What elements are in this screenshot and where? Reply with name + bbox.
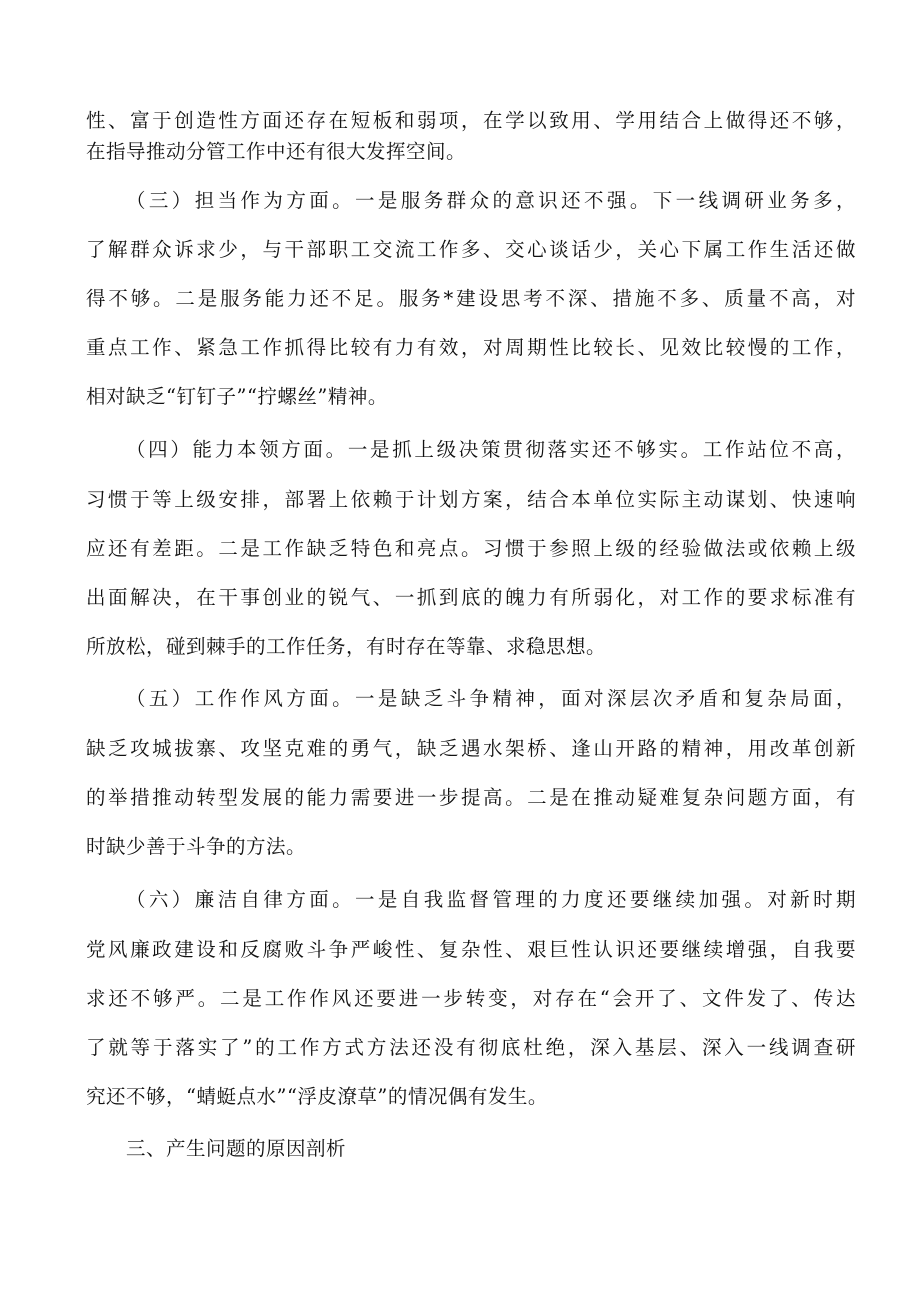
paragraph-line: 重点工作、紧急工作抓得比较有力有效，对周期性比较长、见效比较慢的工作，	[86, 336, 856, 359]
paragraph-line: （六）廉洁自律方面。一是自我监督管理的力度还要继续加强。对新时期	[126, 888, 856, 911]
paragraph-line: 求还不够严。二是工作作风还要进一步转变，对存在“会开了、文件发了、传达	[86, 987, 856, 1010]
section-heading: 三、产生问题的原因剖析	[126, 1137, 347, 1160]
paragraph-line: 了解群众诉求少，与干部职工交流工作多、交心谈话少，关心下属工作生活还做	[86, 238, 856, 261]
paragraph-line: 习惯于等上级安排，部署上依赖于计划方案，结合本单位实际主动谋划、快速响	[86, 488, 856, 511]
paragraph-line: 了就等于落实了”的工作方式方法还没有彻底杜绝，深入基层、深入一线调查研	[86, 1036, 856, 1059]
paragraph-line: （三）担当作为方面。一是服务群众的意识还不强。下一线调研业务多，	[126, 189, 856, 212]
paragraph-line: 应还有差距。二是工作缺乏特色和亮点。习惯于参照上级的经验做法或依赖上级	[86, 537, 856, 560]
paragraph-line: 的举措推动转型发展的能力需要进一步提高。二是在推动疑难复杂问题方面，有	[86, 786, 856, 809]
paragraph-line: 得不够。二是服务能力还不足。服务*建设思考不深、措施不多、质量不高，对	[86, 287, 856, 310]
paragraph-line: 相对缺乏“钉钉子”“拧螺丝”精神。	[86, 385, 388, 408]
paragraph-line: 性、富于创造性方面还存在短板和弱项，在学以致用、学用结合上做得还不够，	[86, 109, 856, 132]
paragraph-line: 党风廉政建设和反腐败斗争严峻性、复杂性、艰巨性认识还要继续增强，自我要	[86, 938, 856, 961]
paragraph-line: 时缺少善于斗争的方法。	[86, 835, 307, 858]
paragraph-line: 在指导推动分管工作中还有很大发挥空间。	[86, 140, 467, 163]
paragraph-line: 所放松，碰到棘手的工作任务，有时存在等靠、求稳思想。	[86, 635, 607, 658]
paragraph-line: 缺乏攻城拔寨、攻坚克难的勇气，缺乏遇水架桥、逢山开路的精神，用改革创新	[86, 737, 856, 760]
paragraph-line: 出面解决，在干事创业的锐气、一抓到底的魄力有所弱化，对工作的要求标准有	[86, 586, 856, 609]
paragraph-line: 究还不够，“蜻蜓点水”“浮皮潦草”的情况偶有发生。	[86, 1085, 548, 1108]
paragraph-line: （四）能力本领方面。一是抓上级决策贯彻落实还不够实。工作站位不高，	[126, 438, 856, 461]
paragraph-line: （五）工作作风方面。一是缺乏斗争精神，面对深层次矛盾和复杂局面，	[126, 687, 856, 710]
